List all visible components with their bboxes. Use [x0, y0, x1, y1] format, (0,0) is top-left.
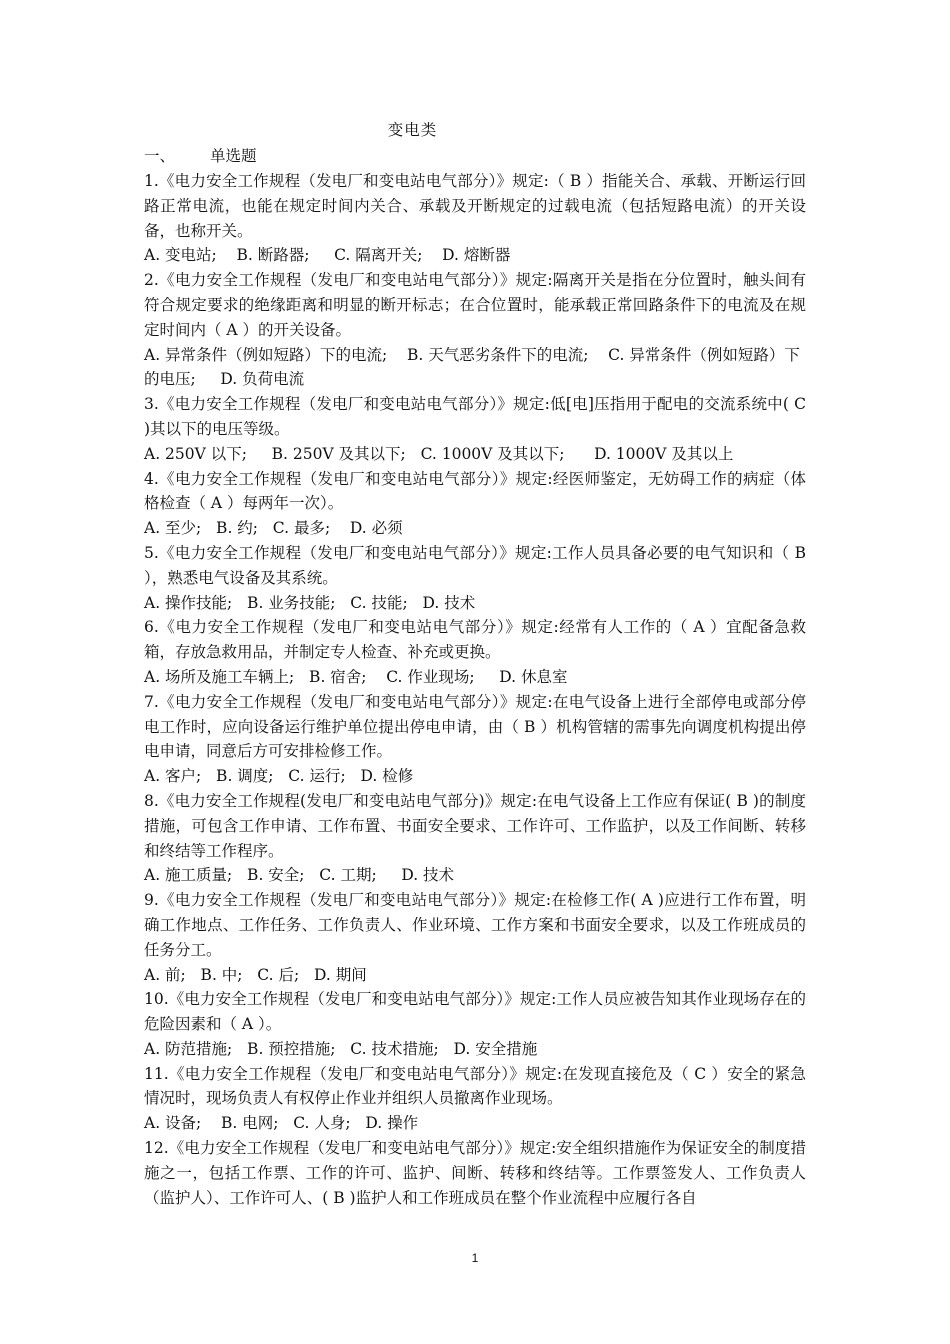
- question-text: 4.《电力安全工作规程（发电厂和变电站电气部分）》规定:经医师鉴定，无妨碍工作的病症（体格检查（ A ）每两年一次）。: [144, 469, 806, 513]
- question-item: [144, 268, 806, 392]
- question-options: A. 施工质量; B. 安全; C. 工期; D. 技术: [144, 866, 455, 885]
- question-options: A. 前; B. 中; C. 后; D. 期间: [144, 965, 367, 984]
- question-text: 6.《电力安全工作规程（发电厂和变电站电气部分）》规定:经常有人工作的（ A ）宜配备急救箱，存放急救用品，并制定专人检查、补充或更换。: [144, 618, 806, 662]
- question-item: [144, 888, 806, 987]
- section-heading: [144, 144, 257, 166]
- question-text: 12.《电力安全工作规程（发电厂和变电站电气部分）》规定:安全组织措施作为保证安全的制度措施之一，包括工作票、工作的许可、监护、间断、转移和终结等。工作票签发人、工作负责人（监护人）、工作许可人、( B )监护人和工作班成员在整个作业流程中应履行各自: [144, 1139, 806, 1207]
- question-options: A. 设备; B. 电网; C. 人身; D. 操作: [144, 1114, 419, 1133]
- question-item: [144, 467, 806, 541]
- section-label: 单选题: [210, 147, 257, 165]
- question-options: A. 防范措施; B. 预控措施; C. 技术措施; D. 安全措施: [144, 1039, 538, 1058]
- section-number: 一、: [144, 147, 176, 165]
- question-options: A. 至少; B. 约; C. 最多; D. 必须: [144, 519, 403, 538]
- question-text: 5.《电力安全工作规程（发电厂和变电站电气部分）》规定:工作人员具备必要的电气知识和（ B ），熟悉电气设备及其系统。: [144, 543, 806, 587]
- question-text: 2.《电力安全工作规程（发电厂和变电站电气部分）》规定:隔离开关是指在分位置时，触头间有符合规定要求的绝缘距离和明显的断开标志；在合位置时，能承载正常回路条件下的电流及在规定时间内（ A ）的开关设备。: [144, 271, 806, 339]
- question-options: A. 异常条件（例如短路）下的电流; B. 天气恶劣条件下的电流; C. 异常条件（例如短路）下的电压; D. 负荷电流: [144, 345, 800, 389]
- question-options: A. 客户; B. 调度; C. 运行; D. 检修: [144, 767, 414, 786]
- question-options: A. 操作技能; B. 业务技能; C. 技能; D. 技术: [144, 593, 476, 612]
- question-options: A. 场所及施工车辆上; B. 宿舍; C. 作业现场; D. 休息室: [144, 667, 568, 686]
- question-text: 7.《电力安全工作规程（发电厂和变电站电气部分）》规定:在电气设备上进行全部停电或部分停电工作时，应向设备运行维护单位提出停电申请，由（ B ）机构管辖的需事先向调度机构提出停电申请，同意后方可安排检修工作。: [144, 692, 806, 761]
- question-item: [144, 169, 806, 268]
- document-title: 变电类: [387, 121, 438, 139]
- page-number: 1: [471, 1251, 479, 1265]
- question-item: [144, 392, 806, 466]
- question-text: 10.《电力安全工作规程（发电厂和变电站电气部分）》规定:工作人员应被告知其作业现场存在的危险因素和（ A ）。: [144, 990, 806, 1034]
- question-text: 9.《电力安全工作规程（发电厂和变电站电气部分）》规定:在检修工作( A )应进行工作布置，明确工作地点、工作任务、工作负责人、作业环境、工作方案和书面安全要求，以及工作班成员的任务分工。: [144, 891, 806, 959]
- question-item: [144, 987, 806, 1061]
- question-options: A. 250V 以下; B. 250V 及其以下; C. 1000V 及其以下; D. 1000V 及其以上: [144, 444, 734, 463]
- question-list: [144, 169, 806, 1210]
- question-item: [144, 690, 806, 789]
- question-text: 11.《电力安全工作规程（发电厂和变电站电气部分）》规定:在发现直接危及（ C ）安全的紧急情况时，现场负责人有权停止作业并组织人员撤离作业现场。: [144, 1064, 806, 1108]
- question-item: [144, 1062, 806, 1136]
- question-text: 8.《电力安全工作规程(发电厂和变电站电气部分)》规定:在电气设备上工作应有保证( B )的制度措施，可包含工作申请、工作布置、书面安全要求、工作许可、工作监护，以及工作间断、转移和终结等工作程序。: [144, 791, 806, 860]
- question-text: 3.《电力安全工作规程（发电厂和变电站电气部分）》规定:低[电]压指用于配电的交流系统中( C )其以下的电压等级。: [144, 395, 806, 438]
- question-item: [144, 1136, 806, 1210]
- question-item: [144, 789, 806, 888]
- question-item: [144, 541, 806, 615]
- question-item: [144, 615, 806, 689]
- question-options: A. 变电站; B. 断路器; C. 隔离开关; D. 熔断器: [144, 246, 511, 265]
- question-text: 1.《电力安全工作规程（发电厂和变电站电气部分）》规定:（ B ）指能关合、承载、开断运行回路正常电流，也能在规定时间内关合、承载及开断规定的过载电流（包括短路电流）的开关设备，也称开关。: [144, 172, 806, 240]
